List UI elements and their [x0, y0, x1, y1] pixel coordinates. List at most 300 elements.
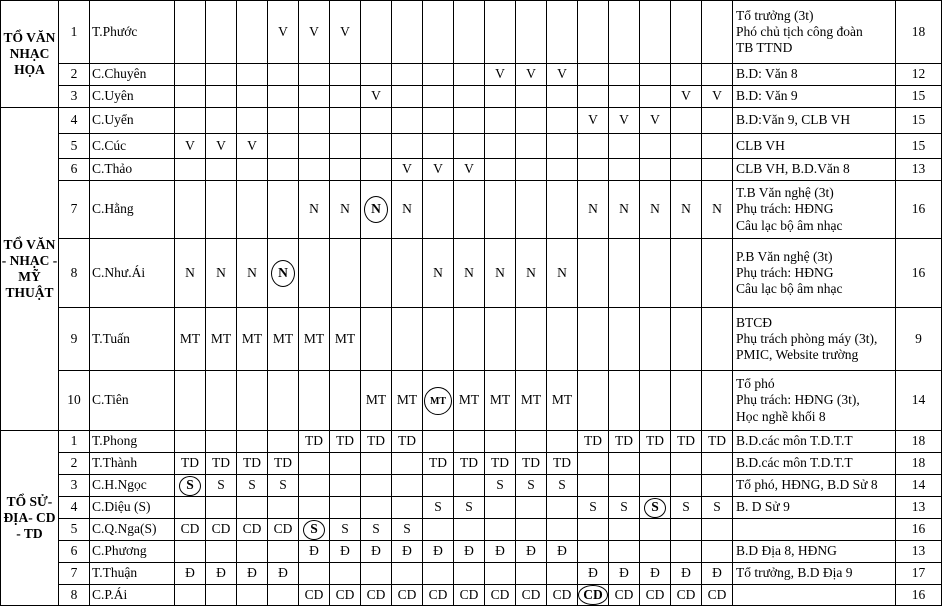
schedule-cell: N: [485, 239, 516, 308]
schedule-cell: [516, 86, 547, 108]
schedule-cell: [175, 64, 206, 86]
table-row: [1, 585, 942, 606]
schedule-cell: Đ: [702, 563, 733, 585]
schedule-cell: [237, 159, 268, 181]
schedule-cell: [609, 239, 640, 308]
schedule-cell: V: [423, 159, 454, 181]
schedule-cell: [237, 585, 268, 606]
schedule-cell: [392, 108, 423, 134]
schedule-cell: S: [206, 475, 237, 497]
row-number: 10: [59, 371, 90, 431]
teacher-name: T.Phong: [90, 431, 175, 453]
period-total: 16: [896, 519, 942, 541]
schedule-cell: [578, 64, 609, 86]
schedule-cell: [392, 308, 423, 371]
schedule-cell: [609, 541, 640, 563]
schedule-cell: [547, 134, 578, 159]
schedule-cell: [702, 308, 733, 371]
note-line: Tổ trưởng, B.D Địa 9: [736, 565, 853, 581]
schedule-cell: N: [423, 239, 454, 308]
schedule-cell: [330, 239, 361, 308]
schedule-cell: [299, 159, 330, 181]
schedule-cell: V: [671, 86, 702, 108]
schedule-cell: [423, 371, 454, 431]
schedule-cell: [268, 134, 299, 159]
schedule-cell: Đ: [268, 563, 299, 585]
schedule-cell: V: [640, 108, 671, 134]
duty-notes: [733, 1, 896, 64]
note-line: Tổ phó: [736, 376, 775, 392]
schedule-cell: [578, 541, 609, 563]
schedule-cell: [423, 563, 454, 585]
schedule-cell: [640, 453, 671, 475]
schedule-cell: [547, 563, 578, 585]
teacher-name: C.Thảo: [90, 159, 175, 181]
row-number: 6: [59, 541, 90, 563]
note-line: Phụ trách: HĐNG (3t),: [736, 392, 860, 408]
schedule-cell: MT: [330, 308, 361, 371]
table-row: [1, 519, 942, 541]
table-row: [1, 1, 942, 64]
note-line: TB TTND: [736, 40, 793, 56]
circled-slot: MT: [424, 387, 452, 415]
schedule-cell: S: [578, 497, 609, 519]
row-number: 3: [59, 475, 90, 497]
schedule-cell: [237, 541, 268, 563]
schedule-cell: Đ: [423, 541, 454, 563]
note-line: B. D Sử 9: [736, 499, 790, 515]
schedule-cell: S: [454, 497, 485, 519]
table-row: [1, 308, 942, 371]
schedule-cell: [175, 541, 206, 563]
teacher-name: C.Uyên: [90, 86, 175, 108]
schedule-cell: [206, 86, 237, 108]
schedule-cell: [361, 453, 392, 475]
schedule-cell: CD: [206, 519, 237, 541]
schedule-cell: Đ: [206, 563, 237, 585]
schedule-cell: [423, 181, 454, 239]
schedule-cell: [516, 108, 547, 134]
schedule-cell: [175, 475, 206, 497]
period-total: 16: [896, 585, 942, 606]
period-total: 15: [896, 134, 942, 159]
schedule-cell: [268, 108, 299, 134]
schedule-cell: TD: [361, 431, 392, 453]
schedule-cell: S: [361, 519, 392, 541]
schedule-cell: [330, 497, 361, 519]
schedule-cell: [175, 371, 206, 431]
schedule-cell: [702, 371, 733, 431]
schedule-cell: [299, 239, 330, 308]
schedule-cell: [454, 1, 485, 64]
schedule-cell: [237, 181, 268, 239]
schedule-cell: [299, 108, 330, 134]
schedule-cell: [454, 563, 485, 585]
schedule-cell: S: [330, 519, 361, 541]
schedule-cell: [268, 181, 299, 239]
schedule-cell: [547, 497, 578, 519]
schedule-cell: [702, 134, 733, 159]
teacher-name: T.Tuấn: [90, 308, 175, 371]
schedule-cell: [671, 475, 702, 497]
schedule-cell: [330, 86, 361, 108]
schedule-cell: [330, 475, 361, 497]
schedule-cell: CD: [237, 519, 268, 541]
note-line: Tổ phó, HĐNG, B.D Sử 8: [736, 477, 878, 493]
schedule-cell: [485, 134, 516, 159]
schedule-cell: CD: [330, 585, 361, 606]
row-number: 8: [59, 585, 90, 606]
schedule-cell: N: [640, 181, 671, 239]
schedule-cell: [609, 475, 640, 497]
group-label: TỔ VĂN - NHẠC - MỸ THUẬT: [1, 108, 59, 431]
note-line: Câu lạc bộ âm nhạc: [736, 281, 843, 297]
schedule-cell: [516, 519, 547, 541]
schedule-cell: Đ: [175, 563, 206, 585]
schedule-cell: [547, 181, 578, 239]
schedule-cell: [299, 563, 330, 585]
schedule-cell: [640, 371, 671, 431]
schedule-cell: [454, 134, 485, 159]
schedule-cell: [299, 497, 330, 519]
schedule-cell: [702, 159, 733, 181]
schedule-cell: [175, 181, 206, 239]
teacher-name: C.Diệu (S): [90, 497, 175, 519]
duty-notes: [733, 563, 896, 585]
schedule-cell: [330, 64, 361, 86]
note-line: Phụ trách: HĐNG: [736, 264, 834, 280]
schedule-cell: V: [547, 64, 578, 86]
table-row: [1, 563, 942, 585]
circled-slot: N: [271, 260, 295, 287]
schedule-cell: [392, 134, 423, 159]
schedule-cell: [640, 159, 671, 181]
schedule-cell: TD: [299, 431, 330, 453]
schedule-cell: [392, 563, 423, 585]
schedule-cell: N: [175, 239, 206, 308]
schedule-cell: CD: [454, 585, 485, 606]
schedule-cell: [578, 86, 609, 108]
schedule-cell: V: [268, 1, 299, 64]
schedule-cell: MT: [175, 308, 206, 371]
schedule-cell: [485, 431, 516, 453]
row-number: 2: [59, 64, 90, 86]
teacher-name: C.Hằng: [90, 181, 175, 239]
schedule-cell: CD: [671, 585, 702, 606]
schedule-cell: [671, 64, 702, 86]
schedule-cell: [547, 1, 578, 64]
schedule-cell: [454, 181, 485, 239]
schedule-cell: V: [609, 108, 640, 134]
schedule-cell: [485, 1, 516, 64]
table-row: [1, 475, 942, 497]
schedule-cell: [609, 86, 640, 108]
schedule-cell: [640, 64, 671, 86]
period-total: 12: [896, 64, 942, 86]
schedule-cell: [175, 1, 206, 64]
schedule-cell: N: [392, 181, 423, 239]
schedule-cell: S: [609, 497, 640, 519]
row-number: 5: [59, 519, 90, 541]
schedule-cell: [206, 108, 237, 134]
schedule-cell: N: [547, 239, 578, 308]
schedule-cell: [578, 159, 609, 181]
schedule-cell: MT: [454, 371, 485, 431]
schedule-cell: MT: [485, 371, 516, 431]
row-number: 4: [59, 497, 90, 519]
schedule-cell: S: [237, 475, 268, 497]
schedule-cell: [547, 308, 578, 371]
schedule-cell: [392, 64, 423, 86]
table-row: [1, 371, 942, 431]
schedule-cell: [206, 497, 237, 519]
duty-notes: [733, 585, 896, 606]
schedule-cell: [609, 519, 640, 541]
schedule-cell: [268, 585, 299, 606]
schedule-cell: TD: [206, 453, 237, 475]
period-total: 13: [896, 159, 942, 181]
schedule-cell: [578, 453, 609, 475]
schedule-cell: TD: [268, 453, 299, 475]
schedule-cell: [609, 159, 640, 181]
schedule-cell: [516, 1, 547, 64]
schedule-cell: [454, 308, 485, 371]
schedule-cell: S: [392, 519, 423, 541]
schedule-cell: [361, 64, 392, 86]
table-row: [1, 159, 942, 181]
schedule-cell: MT: [361, 371, 392, 431]
schedule-cell: [671, 159, 702, 181]
schedule-cell: CD: [175, 519, 206, 541]
note-line: P.B Văn nghệ (3t): [736, 248, 833, 264]
schedule-cell: N: [299, 181, 330, 239]
duty-notes: [733, 159, 896, 181]
schedule-cell: TD: [392, 431, 423, 453]
schedule-cell: [702, 1, 733, 64]
period-total: 14: [896, 371, 942, 431]
schedule-cell: S: [547, 475, 578, 497]
schedule-cell: [640, 134, 671, 159]
duty-notes: [733, 541, 896, 563]
schedule-cell: Đ: [578, 563, 609, 585]
schedule-cell: Đ: [609, 563, 640, 585]
schedule-cell: [640, 541, 671, 563]
schedule-cell: N: [516, 239, 547, 308]
note-line: Phụ trách phòng máy (3t),: [736, 330, 878, 346]
schedule-cell: [361, 475, 392, 497]
schedule-cell: [268, 371, 299, 431]
schedule-cell: [423, 1, 454, 64]
schedule-cell: MT: [206, 308, 237, 371]
schedule-cell: [578, 134, 609, 159]
table-row: [1, 541, 942, 563]
schedule-cell: [516, 181, 547, 239]
schedule-cell: [702, 64, 733, 86]
schedule-cell: TD: [640, 431, 671, 453]
schedule-cell: [361, 1, 392, 64]
schedule-cell: [671, 371, 702, 431]
schedule-cell: [671, 541, 702, 563]
schedule-cell: [702, 541, 733, 563]
schedule-cell: N: [671, 181, 702, 239]
circled-slot: S: [179, 476, 201, 496]
note-line: Phụ trách: HĐNG: [736, 201, 834, 217]
note-line: B.D Địa 8, HĐNG: [736, 543, 837, 559]
schedule-cell: [423, 64, 454, 86]
circled-slot: S: [303, 520, 325, 540]
schedule-cell: CD: [702, 585, 733, 606]
schedule-cell: [268, 431, 299, 453]
schedule-cell: [423, 108, 454, 134]
schedule-cell: Đ: [516, 541, 547, 563]
note-line: PMIC, Website trường: [736, 347, 859, 363]
teacher-name: C.Q.Nga(S): [90, 519, 175, 541]
schedule-cell: [175, 159, 206, 181]
schedule-cell: [330, 453, 361, 475]
schedule-cell: [423, 519, 454, 541]
duty-notes: [733, 239, 896, 308]
schedule-cell: [299, 134, 330, 159]
schedule-cell: [609, 453, 640, 475]
row-number: 4: [59, 108, 90, 134]
period-total: 9: [896, 308, 942, 371]
schedule-cell: [578, 239, 609, 308]
schedule-cell: [516, 563, 547, 585]
schedule-cell: V: [361, 86, 392, 108]
schedule-cell: Đ: [237, 563, 268, 585]
note-line: Câu lạc bộ âm nhạc: [736, 217, 843, 233]
schedule-cell: [237, 1, 268, 64]
schedule-cell: [702, 475, 733, 497]
schedule-cell: [640, 239, 671, 308]
schedule-cell: [237, 86, 268, 108]
schedule-cell: [237, 371, 268, 431]
schedule-cell: [609, 64, 640, 86]
schedule-cell: Đ: [671, 563, 702, 585]
period-total: 14: [896, 475, 942, 497]
schedule-cell: TD: [175, 453, 206, 475]
schedule-cell: [640, 308, 671, 371]
schedule-cell: [206, 371, 237, 431]
schedule-cell: CD: [268, 519, 299, 541]
schedule-cell: [330, 159, 361, 181]
schedule-cell: [299, 371, 330, 431]
schedule-cell: V: [392, 159, 423, 181]
schedule-cell: N: [237, 239, 268, 308]
schedule-cell: TD: [423, 453, 454, 475]
schedule-cell: [206, 159, 237, 181]
schedule-cell: MT: [392, 371, 423, 431]
teacher-name: C.Tiên: [90, 371, 175, 431]
circled-slot: S: [644, 498, 666, 518]
table-row: [1, 64, 942, 86]
schedule-cell: [485, 519, 516, 541]
schedule-cell: [175, 497, 206, 519]
schedule-cell: [361, 159, 392, 181]
schedule-cell: CD: [299, 585, 330, 606]
row-number: 8: [59, 239, 90, 308]
note-line: B.D.các môn T.D.T.T: [736, 433, 853, 449]
schedule-cell: TD: [485, 453, 516, 475]
schedule-cell: [485, 86, 516, 108]
schedule-cell: Đ: [454, 541, 485, 563]
schedule-cell: [268, 159, 299, 181]
schedule-cell: [299, 475, 330, 497]
schedule-cell: [516, 134, 547, 159]
row-number: 5: [59, 134, 90, 159]
schedule-cell: [330, 371, 361, 431]
schedule-cell: CD: [547, 585, 578, 606]
schedule-cell: V: [516, 64, 547, 86]
schedule-cell: [547, 86, 578, 108]
duty-notes: [733, 497, 896, 519]
circled-slot: N: [364, 196, 388, 223]
period-total: 16: [896, 181, 942, 239]
row-number: 3: [59, 86, 90, 108]
schedule-cell: [175, 585, 206, 606]
schedule-cell: [609, 1, 640, 64]
schedule-cell: [330, 134, 361, 159]
duty-notes: [733, 108, 896, 134]
schedule-cell: CD: [485, 585, 516, 606]
duty-notes: [733, 86, 896, 108]
schedule-cell: S: [702, 497, 733, 519]
schedule-cell: [640, 1, 671, 64]
schedule-cell: MT: [299, 308, 330, 371]
schedule-cell: V: [485, 64, 516, 86]
row-number: 7: [59, 181, 90, 239]
schedule-cell: [640, 519, 671, 541]
schedule-cell: [361, 308, 392, 371]
schedule-cell: [175, 86, 206, 108]
table-row: [1, 431, 942, 453]
schedule-cell: [671, 1, 702, 64]
teacher-name: C.Uyển: [90, 108, 175, 134]
schedule-cell: N: [454, 239, 485, 308]
duty-notes: [733, 453, 896, 475]
schedule-cell: [392, 475, 423, 497]
schedule-cell: S: [268, 475, 299, 497]
note-line: B.D:Văn 9, CLB VH: [736, 112, 851, 128]
schedule-cell: [423, 86, 454, 108]
row-number: 7: [59, 563, 90, 585]
schedule-cell: S: [671, 497, 702, 519]
schedule-cell: [423, 308, 454, 371]
schedule-cell: TD: [330, 431, 361, 453]
schedule-cell: [671, 134, 702, 159]
schedule-cell: [237, 64, 268, 86]
duty-notes: [733, 519, 896, 541]
schedule-cell: V: [237, 134, 268, 159]
schedule-cell: CD: [516, 585, 547, 606]
schedule-cell: [578, 371, 609, 431]
schedule-cell: [361, 134, 392, 159]
row-number: 1: [59, 431, 90, 453]
schedule-cell: [237, 497, 268, 519]
schedule-cell: [361, 563, 392, 585]
schedule-cell: [423, 134, 454, 159]
schedule-cell: [609, 308, 640, 371]
schedule-cell: N: [330, 181, 361, 239]
schedule-cell: TD: [516, 453, 547, 475]
schedule-cell: [454, 519, 485, 541]
schedule-cell: Đ: [640, 563, 671, 585]
schedule-cell: N: [206, 239, 237, 308]
teacher-name: T.Thuận: [90, 563, 175, 585]
schedule-cell: [485, 497, 516, 519]
schedule-cell: [206, 431, 237, 453]
schedule-cell: S: [423, 497, 454, 519]
